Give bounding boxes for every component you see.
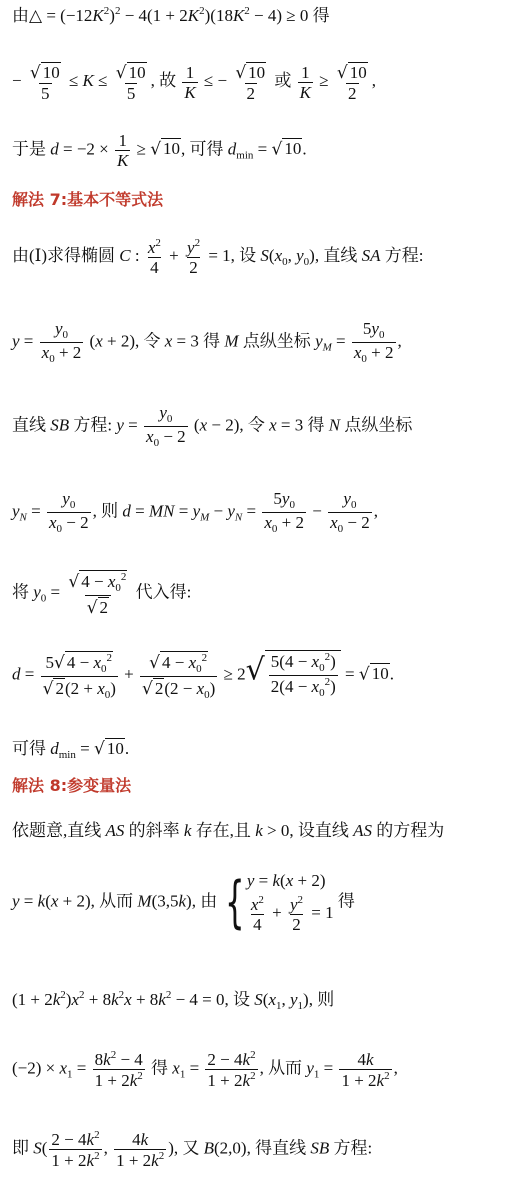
text-exist: 存在,且: [195, 821, 251, 840]
text-you: 由: [12, 6, 29, 25]
text-you-2: 由: [200, 891, 218, 911]
text-conger-2: 从而: [268, 1058, 303, 1078]
text-gu: 故: [159, 70, 177, 90]
line-x1: $(-2) \times x_1$ = $\frac{8k^2 - 4}{1 + 2k^2}$ 得 $x_1$ = $\frac{2 - 4k^2}{1 + 2k^2}$ , 从而 $y_1$ = $\frac{4k}{1 + 2k^2}$ ,: [12, 1049, 398, 1090]
text-dairude: 代入得: [135, 582, 187, 602]
text-shedezhixian: 设直线: [297, 821, 349, 840]
text-ling: 令: [143, 331, 161, 351]
text-kede-2: 可得: [12, 739, 46, 758]
text-slope: 的斜率: [128, 821, 180, 840]
text-ze-2: 则: [317, 990, 335, 1009]
text-fangchengwei: 的方程为: [376, 821, 445, 840]
text-ji: 即: [12, 1138, 29, 1158]
line-yn: $y_N$ = $\frac{y_0}{x_0 - 2}$ , 则 d = MN = $y_M - y_N$ = $\frac{5y_0}{x_0 + 2}$ − $\frac{y_0}{x_0 - 2}$ ,: [12, 489, 378, 535]
text-kede: 可得: [189, 139, 224, 159]
text-de-2: 得: [203, 331, 221, 351]
text-de-5: 得: [151, 1058, 169, 1078]
text-fangcheng-3: 方程: [333, 1138, 368, 1158]
line-d-expression: d = $\frac{5√ 4 - x_0^2}{√ 2(2 + x_0)}$ + $\frac{√ 4 - x_0^2}{√ 2(2 - x_0)}$ ≥ 2√ $\frac{5(4 - x_0^2)}{2(4 - x_0^2)}$ = √ 10.: [12, 651, 394, 701]
solution8-heading: 解法 8:参变量法: [12, 776, 132, 795]
line-sa-eq: y = $\frac{y_0}{x_0 + 2}$ (x + 2), 令 x = 3 得 M 点纵坐标 $y_M$ = $\frac{5y_0}{x_0 + 2}$ ,: [12, 319, 402, 365]
text-de-3: 得: [307, 415, 325, 435]
line-final: 即 S( $\frac{2 - 4k^2}{1 + 2k^2}$ , $\frac{4k}{1 + 2k^2}$ ), 又 B(2,0), 得直线 SB 方程:: [12, 1129, 373, 1170]
line-substitute: 将 $y_0$ = $\frac{√ 4 - x_0^2}{√ 2}$ 代入得:: [12, 571, 192, 618]
text-de: 得: [312, 6, 330, 25]
line-quadratic: $(1 + 2k^2)x^2 + 8k^2x + 8k^2 - 4 = 0$, 设 $S(x_1$, $y_1$), 则: [12, 989, 335, 1012]
text-shede-2: 设: [233, 990, 251, 1009]
line-slope-intro: 依题意,直线 AS 的斜率 k 存在,且 k > 0, 设直线 AS 的方程为: [12, 821, 445, 840]
text-ellipse-intro: 由(Ⅰ)求得椭圆: [12, 245, 116, 265]
line-dmin: 可得 $d_{min}$ = √ 10.: [12, 739, 130, 761]
text-zhixian: 直线: [323, 245, 358, 265]
line-discriminant: 由△ = $(-12K^2)^2 - 4(1 + 2K^2)(18K^2 - 4) \ge 0$ 得: [12, 5, 330, 25]
text-yushi: 于是: [12, 139, 46, 159]
text-zhixian-2: 直线: [12, 415, 46, 435]
line-d-ineq: 于是 d = −2 × $\frac{1}{K}$ ≥ √ 10, 可得 $d_{min}$ = √ 10.: [12, 131, 307, 170]
text-shede: 设: [239, 245, 257, 265]
solution7-heading: 解法 7:基本不等式法: [12, 190, 164, 209]
text-fangcheng: 方程: [384, 245, 419, 265]
text-yiti: 依题意: [12, 821, 63, 840]
text-de-4: 得: [337, 891, 355, 911]
text-ze: 则: [101, 501, 119, 521]
text-jiang: 将: [12, 582, 29, 602]
text-fangcheng-2: 方程: [73, 415, 108, 435]
text-n-zuobiao: 点纵坐标: [344, 415, 413, 435]
text-dezhixian: 得直线: [255, 1138, 307, 1158]
line-system: y = k(x + 2), 从而 M(3,5k), 由 { y = k(x + 2) $\frac{x^2}{4}$ + $\frac{y^2}{2}$ = 1 得: [12, 869, 355, 935]
text-ling-2: 令: [247, 415, 265, 435]
text-you3: 又: [182, 1138, 200, 1158]
line-sb-eq: 直线 SB 方程: y = $\frac{y_0}{x_0 - 2}$ (x − 2), 令 x = 3 得 N 点纵坐标: [12, 403, 413, 449]
line-k-range: − $\frac{√ 10}{5}$ ≤ K ≤ $\frac{√ 10}{5}$ , 故 $\frac{1}{K}$ ≤ − $\frac{√ 10}{2}$ 或 $\frac{1}{K}$ ≥ $\frac{√ 10}{2}$ ,: [12, 62, 376, 103]
text-m-zuobiao: 点纵坐标: [242, 331, 311, 351]
text-conger: 从而: [99, 891, 134, 911]
line-ellipse: 由(Ⅰ)求得椭圆 C : $\frac{x^2}{4}$ + $\frac{y^2}{2}$ = 1, 设 $S(x_0$, $y_0$), 直线 SA 方程:: [12, 237, 424, 277]
text-huo: 或: [274, 70, 292, 90]
text-zhixian-3: 直线: [67, 821, 102, 840]
